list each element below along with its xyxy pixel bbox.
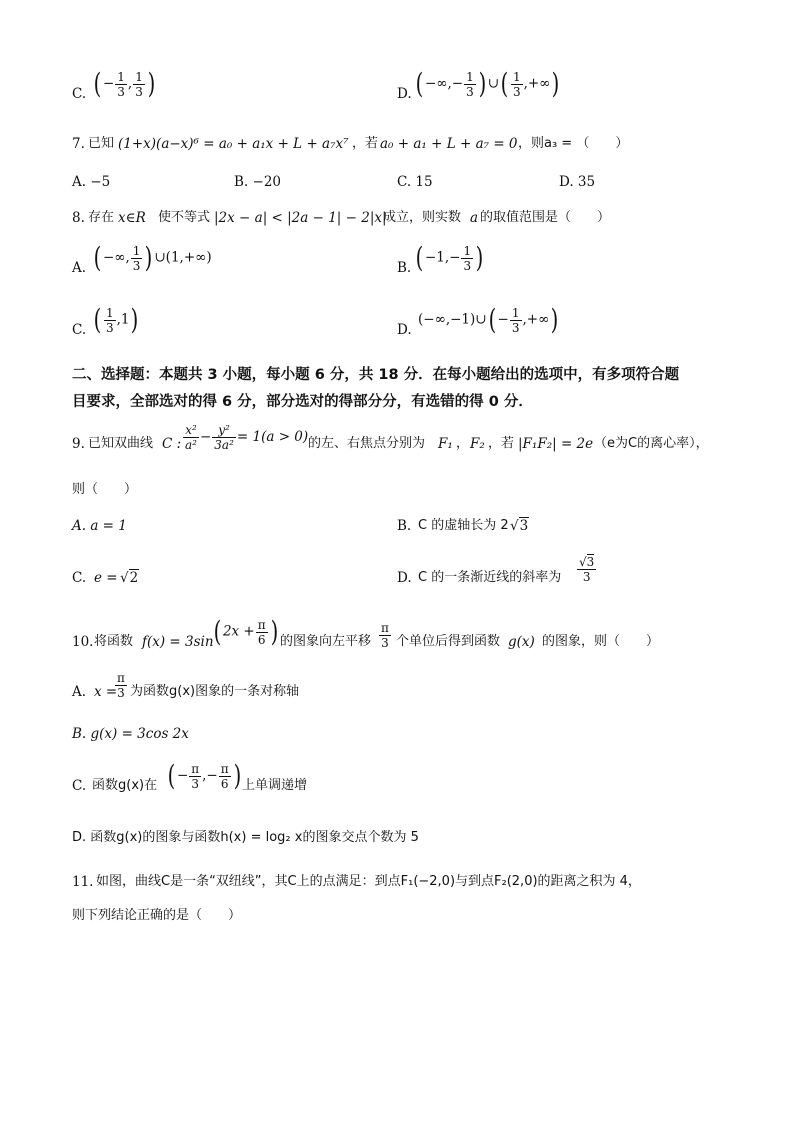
q9-option-b-sqrt: √3: [510, 518, 529, 534]
q9-option-c-text: e =: [94, 570, 118, 586]
q10-option-c-label: C.: [72, 778, 87, 794]
q9-text-b: 的左、右焦点分别为: [308, 436, 426, 451]
q7-prefix: 已知: [88, 136, 115, 151]
q11-prompt: 则下列结论正确的是（ ）: [72, 908, 242, 923]
q8-var: a: [470, 210, 479, 226]
q7-mid-text: ，若: [352, 136, 379, 151]
q8-option-c-expr: ( $\frac{1}{3}$ ,1): [93, 303, 139, 336]
q10-option-c-post: 上单调递增: [242, 778, 308, 793]
q10-option-c-text: 函数g(x)在: [92, 778, 158, 793]
q7-number: 7.: [72, 136, 85, 152]
q9-option-a: A. a = 1: [72, 518, 127, 534]
q10-option-a-text: 为函数g(x)图象的一条对称轴: [130, 684, 300, 699]
q9-option-b-text: C 的虚轴长为 2: [418, 518, 509, 533]
q11-text: 如图，曲线C是一条“双纽线”，其C上的点满足：到点F₁(−2,0)与到点F₂(2,0)的距离之积为 4，: [96, 874, 641, 889]
q9-option-c-label: C.: [72, 570, 87, 586]
q9-comma: ，: [456, 436, 470, 451]
q9-focus-1: F₁: [438, 436, 453, 452]
q9-number: 9.: [72, 436, 85, 452]
section-2-line-1: 二、选择题：本题共 3 小题，每小题 6 分，共 18 分．在每小题给出的选项中，有多项符合题: [72, 367, 680, 383]
q10-option-a-pre: x =: [94, 684, 118, 700]
section-2-heading: [72, 362, 732, 416]
q10-text-b: 的图象向左平移: [280, 634, 372, 649]
q10-g: g(x): [508, 634, 535, 650]
q8-option-a-label: A.: [72, 260, 87, 276]
q8-text-a: 存在: [88, 210, 115, 225]
q10-number: 10.: [72, 634, 94, 650]
q9-text-d: （e为C的离心率），: [594, 436, 709, 451]
q7-option-a: A. −5: [72, 174, 111, 190]
q10-text-d: 的图象，则（ ）: [542, 634, 660, 649]
q9-prompt: 则（ ）: [72, 482, 138, 497]
q10-option-a-frac: $\frac{\pi}{3}$: [117, 671, 125, 700]
q8-option-a-expr: ( −∞, $\frac{1}{3}$ ) ∪(1,+∞): [93, 241, 212, 274]
q8-text-d: 的取值范围是（ ）: [480, 210, 611, 225]
q8-inequality: |2x − a| < |2a − 1| − 2|x|: [214, 210, 387, 226]
q7-option-d: D. 35: [559, 174, 596, 190]
q9-option-d-frac: $\frac{√3}{3}$: [579, 555, 595, 584]
q6-option-c-expr: ( − $\frac{1}{3}$ , $\frac{1}{3}$ ): [93, 67, 156, 100]
q8-option-b-expr: ( −1,− $\frac{1}{3}$ ): [415, 241, 484, 274]
q9-option-b-label: B.: [397, 518, 412, 534]
q10-function: f(x) = 3sin: [142, 634, 214, 650]
q8-text-c: 成立，则实数: [383, 210, 462, 225]
q9-curve: C :: [162, 436, 182, 452]
q10-text-c: 个单位后得到函数: [396, 634, 501, 649]
q11-number: 11.: [72, 874, 94, 890]
q8-option-d-label: D.: [397, 322, 412, 338]
q8-option-b-label: B.: [397, 260, 412, 276]
q6-option-c-label: C.: [72, 86, 87, 102]
q8-number: 8.: [72, 210, 85, 226]
q10-text-a: 将函数: [94, 634, 134, 649]
q10-argument: ( 2x + $\frac{\pi}{6}$ ): [213, 615, 278, 648]
q8-condition: x∈R: [118, 210, 146, 226]
q7-option-c: C. 15: [397, 174, 433, 190]
q6-option-d-expr: ( −∞,− $\frac{1}{3}$ ) ∪( $\frac{1}{3}$ ,+∞): [415, 67, 560, 100]
q9-text-a: 已知双曲线: [88, 436, 154, 451]
q10-option-b-text: B. g(x) = 3cos 2x: [72, 726, 189, 742]
q10-shift: $\frac{\pi}{3}$: [381, 621, 389, 650]
q9-equation: $\frac{\text{x²}}{\text{a²}}$ − $\frac{\text{y²}}{\text{3a²}}$ = 1(a > 0): [185, 423, 309, 452]
q9-option-d-text: C 的一条渐近线的斜率为: [418, 570, 562, 585]
q9-focus-2: F₂: [470, 436, 485, 452]
q9-condition: |F₁F₂| = 2e: [518, 436, 594, 452]
q7-condition: a₀ + a₁ + L + a₇ = 0: [380, 136, 518, 152]
q10-option-c-interval: ( − $\frac{\pi}{3}$ ,− $\frac{\pi}{6}$ ): [167, 759, 241, 792]
q8-text-b: 使不等式: [158, 210, 211, 225]
q10-option-a-label: A.: [72, 684, 87, 700]
section-2-line-2: 目要求，全部选对的得 6 分，部分选对的得部分分，有选错的得 0 分．: [72, 394, 533, 410]
q6-option-d-label: D.: [397, 86, 412, 102]
q9-text-c: ，若: [488, 436, 515, 451]
q7-option-b: B. −20: [234, 174, 281, 190]
q8-option-d-expr: (−∞,−1)∪( − $\frac{1}{3}$ ,+∞): [418, 303, 559, 336]
q7-question: ，则a₃ = （ ）: [518, 136, 629, 151]
q10-option-d-text: D. 函数g(x)的图象与函数h(x) = log₂ x的图象交点个数为 5: [72, 830, 419, 845]
q7-expression: (1+x)(a−x)⁶ = a₀ + a₁x + L + a₇x⁷: [118, 136, 349, 152]
q9-option-c-sqrt: √2: [120, 570, 139, 586]
q8-option-c-label: C.: [72, 322, 87, 338]
q9-option-d-label: D.: [397, 570, 412, 586]
